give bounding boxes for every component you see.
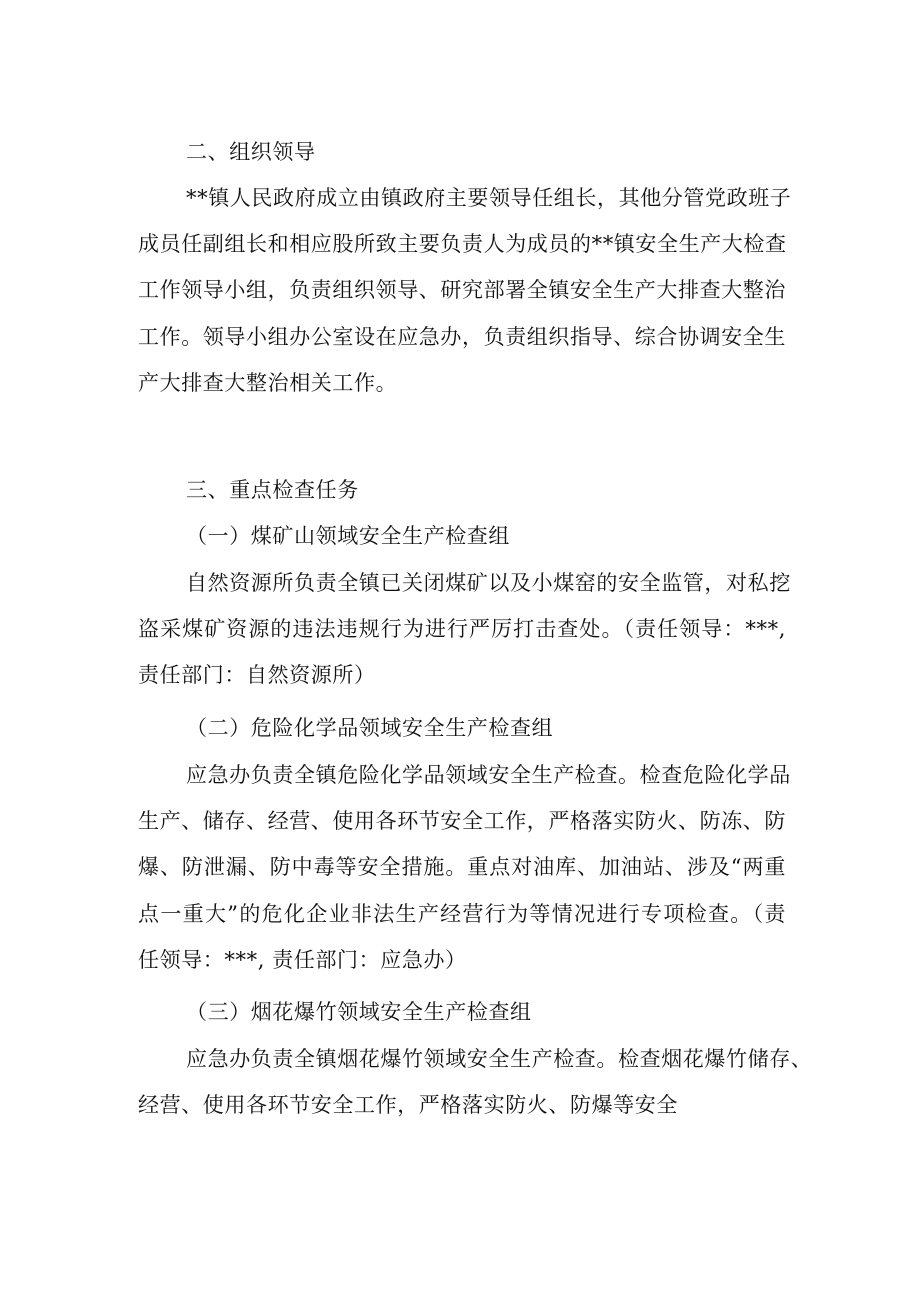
paragraph-line: 盗采煤矿资源的违法违规行为进行严厉打击查处。（责任领导：***, [138, 617, 786, 641]
paragraph-line: 成员任副组长和相应股所致主要负责人为成员的**镇安全生产大检查 [138, 232, 787, 256]
paragraph-line: 生产、储存、经营、使用各环节安全工作，严格落实防火、防冻、防 [138, 809, 786, 833]
paragraph-line: 工作。领导小组办公室设在应急办，负责组织指导、综合协调安全生 [138, 325, 786, 349]
subsection-title: （二）危险化学品领域安全生产检查组 [186, 716, 554, 740]
paragraph-line: 任领导：***, 责任部门：应急办） [138, 948, 467, 972]
section-heading: 二、组织领导 [186, 140, 316, 164]
paragraph-line: 应急办负责全镇烟花爆竹领域安全生产检查。检查烟花爆竹储存、 [186, 1047, 813, 1071]
subsection-title: （一）煤矿山领域安全生产检查组 [186, 524, 510, 548]
paragraph-line: 应急办负责全镇危险化学品领域安全生产检查。检查危险化学品 [186, 763, 791, 787]
subsection-title: （三）烟花爆竹领域安全生产检查组 [186, 1000, 532, 1024]
paragraph-line: 工作领导小组，负责组织领导、研究部署全镇安全生产大排查大整治 [138, 278, 786, 302]
section-heading: 三、重点检查任务 [186, 478, 359, 502]
paragraph-line: 点一重大”的危化企业非法生产经营行为等情况进行专项检查。（责 [138, 902, 786, 926]
paragraph-line: 经营、使用各环节安全工作，严格落实防火、防爆等安全 [138, 1093, 678, 1117]
paragraph-line: 责任部门：自然资源所） [138, 663, 376, 687]
paragraph-line: **镇人民政府成立由镇政府主要领导任组长，其他分管党政班子 [186, 186, 792, 210]
paragraph-line: 自然资源所负责全镇已关闭煤矿以及小煤窑的安全监管，对私挖 [186, 571, 791, 595]
paragraph-line: 爆、防泄漏、防中毒等安全措施。重点对油库、加油站、涉及“两重 [138, 855, 786, 879]
paragraph-line: 产大排查大整治相关工作。 [138, 371, 398, 395]
